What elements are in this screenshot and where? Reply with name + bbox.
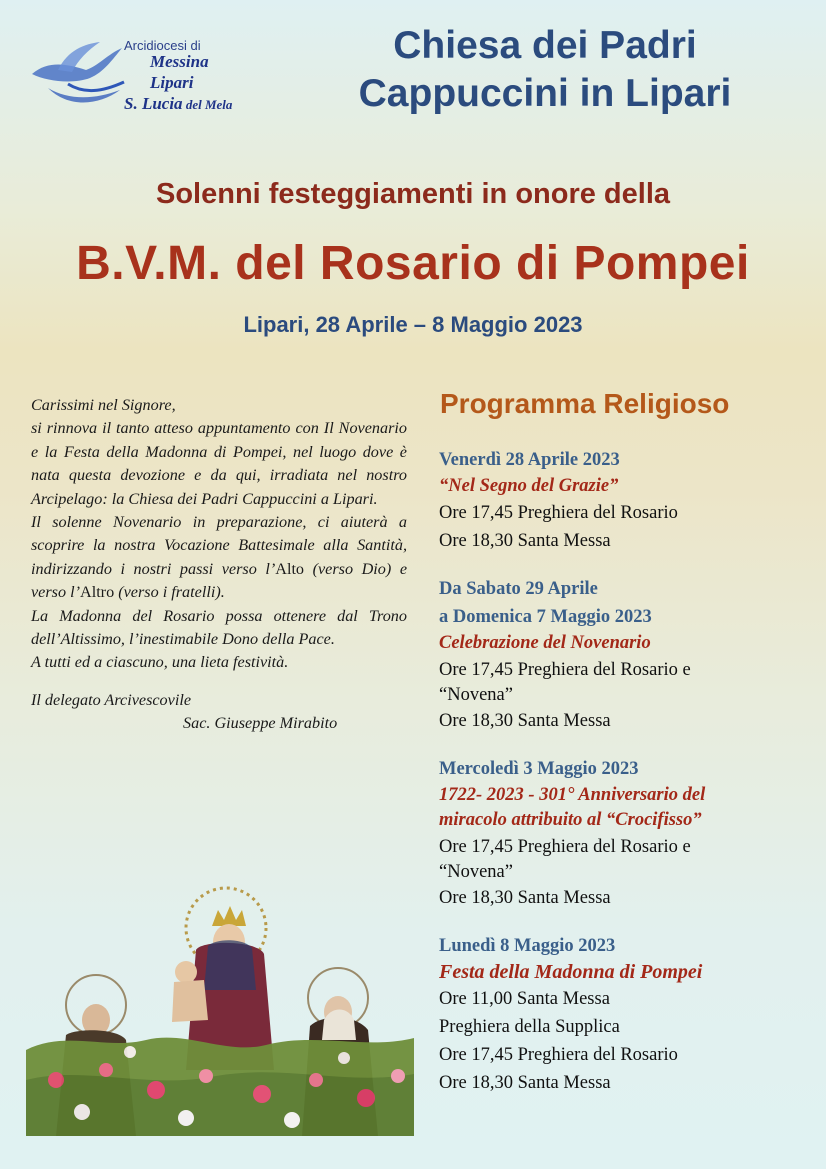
letter-paragraph-4: A tutti ed a ciascuno, una lieta festività. bbox=[31, 653, 289, 672]
logo-line-4-small: del Mela bbox=[182, 97, 233, 112]
church-name-line-2: Cappuccini in Lipari bbox=[358, 72, 732, 115]
section-4-item-2: Preghiera della Supplica bbox=[439, 1017, 620, 1037]
section-4-item-1: Ore 11,00 Santa Messa bbox=[439, 989, 610, 1009]
subtitle: Solenni festeggiamenti in onore della bbox=[155, 178, 671, 210]
section-4-date: Lunedì 8 Maggio 2023 bbox=[439, 936, 616, 956]
letter-p2-a: Il solenne Novenario in preparazione, ci aiuterà a scoprire la nostra Vocazione Battesimale alla Santità, indirizzando i nostri passi verso l’ bbox=[31, 513, 407, 578]
section-2-event: Celebrazione del Novenario bbox=[439, 633, 651, 653]
letter-p2-e: (verso i fratelli). bbox=[114, 583, 225, 602]
letter-paragraph-2 bbox=[31, 511, 407, 605]
church-name-line-1: Chiesa dei Padri bbox=[393, 24, 697, 67]
letter-signature: Sac. Giuseppe Mirabito bbox=[183, 714, 338, 733]
madonna-statue-photo bbox=[26, 880, 414, 1136]
logo-line-1: Arcidiocesi di bbox=[124, 38, 201, 53]
letter-paragraph-1: si rinnova il tanto atteso appuntamento con Il Novenario e la Festa della Madonna di Pompei, nel luogo dove è nata questa devozione e da qui, irradiata nel nostro Arcipelago: la Chiesa dei Padri Cappuccini a Lipari. bbox=[31, 419, 407, 508]
letter-paragraph-3: La Madonna del Rosario possa ottenere dal Trono dell’Altissimo, l’inestimabile Dono della Pace. bbox=[31, 606, 407, 649]
letter-p2-d: Altro bbox=[80, 583, 115, 602]
letter-greeting: Carissimi nel Signore, bbox=[31, 396, 176, 414]
section-1-date: Venerdì 28 Aprile 2023 bbox=[439, 450, 620, 470]
section-3-item-1b: “Novena” bbox=[439, 862, 513, 882]
program-section-2 bbox=[439, 575, 799, 735]
section-4-event: Festa della Madonna di Pompei bbox=[439, 961, 703, 983]
letter-p2-c: (verso Dio) e verso l’ bbox=[31, 559, 408, 602]
pastoral-letter bbox=[31, 394, 407, 736]
section-3-event-1: 1722- 2023 - 301° Anniversario del bbox=[439, 785, 706, 805]
section-2-date-2: a Domenica 7 Maggio 2023 bbox=[439, 607, 652, 627]
dove-icon bbox=[28, 40, 128, 110]
section-2-item-1a: Ore 17,45 Preghiera del Rosario e bbox=[439, 660, 691, 680]
section-3-item-2: Ore 18,30 Santa Messa bbox=[439, 888, 611, 908]
program-section-3 bbox=[439, 755, 799, 912]
section-4-item-3: Ore 17,45 Preghiera del Rosario bbox=[439, 1045, 678, 1065]
program-title: Programma Religioso bbox=[440, 388, 730, 419]
event-dates: Lipari, 28 Aprile – 8 Maggio 2023 bbox=[243, 312, 583, 337]
church-name bbox=[300, 22, 790, 118]
section-1-event: “Nel Segno del Grazie” bbox=[439, 476, 619, 496]
section-2-item-2: Ore 18,30 Santa Messa bbox=[439, 711, 611, 731]
section-4-item-4: Ore 18,30 Santa Messa bbox=[439, 1073, 611, 1093]
letter-p2-b: Alto bbox=[275, 559, 305, 578]
section-1-item-2: Ore 18,30 Santa Messa bbox=[439, 531, 611, 551]
section-3-date: Mercoledì 3 Maggio 2023 bbox=[439, 759, 639, 779]
main-title: B.V.M. del Rosario di Pompei bbox=[76, 237, 750, 290]
logo-line-2: Messina bbox=[150, 52, 209, 71]
section-2-date-1: Da Sabato 29 Aprile bbox=[439, 579, 598, 599]
program-list bbox=[439, 446, 799, 1117]
section-3-event-2: miracolo attribuito al “Crocifisso” bbox=[439, 810, 702, 830]
logo-line-3: Lipari bbox=[150, 73, 194, 92]
program-section-1 bbox=[439, 446, 799, 555]
logo-line-4 bbox=[124, 94, 232, 114]
section-3-item-1a: Ore 17,45 Preghiera del Rosario e bbox=[439, 837, 691, 857]
section-1-item-1: Ore 17,45 Preghiera del Rosario bbox=[439, 503, 678, 523]
logo-line-4-main: S. Lucia bbox=[124, 94, 183, 113]
diocese-logo bbox=[28, 34, 258, 120]
program-section-4 bbox=[439, 932, 799, 1097]
letter-closing: Il delegato Arcivescovile bbox=[31, 690, 192, 709]
section-2-item-1b: “Novena” bbox=[439, 685, 513, 705]
